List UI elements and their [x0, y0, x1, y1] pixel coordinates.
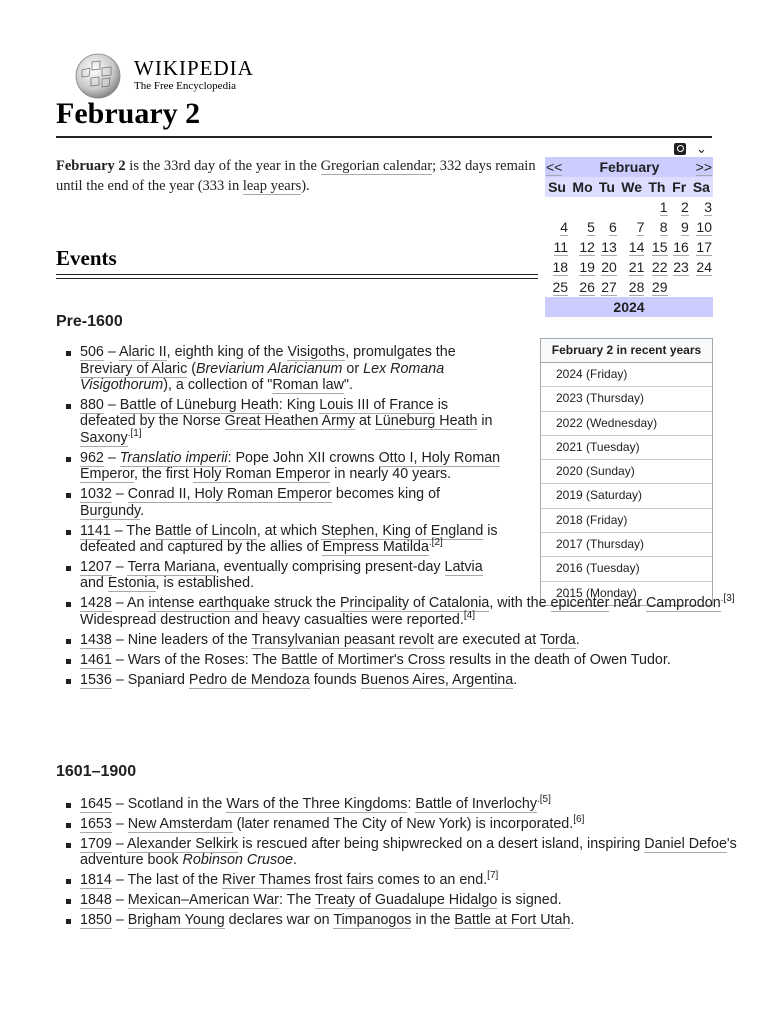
event-text: . — [293, 852, 297, 869]
recent-year-link[interactable]: 2024 (Friday) — [556, 367, 628, 381]
event-link[interactable]: 1645 — [80, 796, 112, 812]
recent-year-link[interactable]: 2015 (Monday) — [556, 585, 637, 600]
event-link[interactable]: Empress Matilda — [322, 539, 429, 556]
calendar-weekday: Su — [545, 177, 569, 197]
event-link[interactable]: 1461 — [80, 651, 112, 668]
event-link[interactable]: Otto I, Holy Roman Emperor — [80, 449, 501, 483]
event-link[interactable]: Wars of the Three Kingdoms — [226, 796, 408, 812]
calendar-cell — [645, 217, 668, 237]
pre1600-heading: Pre-1600 — [56, 313, 123, 330]
event-text: is signed. — [497, 892, 562, 909]
1601-1900-heading: 1601–1900 — [56, 763, 137, 780]
event-link[interactable]: Lüneburg Heath — [374, 413, 478, 430]
event-link[interactable]: Alexander Selkirk — [126, 835, 239, 852]
event-text: . — [575, 631, 580, 648]
event-link[interactable]: Great Heathen Army — [224, 413, 355, 430]
citation-ref[interactable]: [7] — [487, 870, 499, 882]
recent-year-link[interactable]: 2021 (Tuesday) — [556, 439, 640, 454]
event-text: – — [111, 558, 128, 575]
citation-ref[interactable]: .[5] — [537, 794, 551, 806]
event-text: comes to an end. — [373, 872, 488, 889]
event-text: – — [111, 486, 128, 503]
event-link[interactable]: Breviary of Alaric — [80, 360, 188, 377]
calendar-day-link[interactable]: 20 — [601, 259, 617, 275]
calendar-cell — [569, 197, 596, 217]
event-link[interactable]: Daniel Defoe — [644, 835, 727, 852]
calendar-day-link[interactable]: 11 — [553, 239, 569, 255]
event-text: Widespread destruction and heavy casualties were reported. — [80, 611, 464, 628]
event-link[interactable]: Battle of Lüneburg Heath — [119, 396, 279, 413]
event-item — [80, 796, 740, 813]
event-item — [80, 632, 740, 649]
event-link[interactable]: Buenos Aires, Argentina — [360, 671, 514, 688]
calendar-cell — [645, 257, 668, 277]
event-link[interactable]: 1141 — [80, 522, 111, 539]
calendar-cell — [690, 257, 713, 277]
event-text: – An — [111, 595, 149, 612]
calendar-week — [545, 217, 713, 237]
calendar-cell — [618, 217, 646, 237]
citation-ref[interactable]: [6] — [573, 814, 585, 826]
event-link[interactable]: Treaty of Guadalupe Hidalgo — [315, 892, 498, 909]
gregorian-calendar-link[interactable]: Gregorian calendar — [320, 158, 433, 174]
event-text: – The last of the — [111, 872, 223, 889]
event-text: : The — [278, 892, 315, 909]
calendar-weekday: Tu — [596, 177, 618, 197]
calendar-day-link[interactable]: 15 — [651, 239, 668, 255]
calendar-cell — [669, 217, 690, 237]
event-item — [80, 892, 740, 909]
event-link[interactable]: Battle of Mortimer's Cross — [281, 651, 446, 668]
citation-ref[interactable]: [4] — [463, 610, 475, 622]
calendar-cell — [569, 277, 596, 297]
calendar-cell — [596, 237, 618, 257]
event-link[interactable]: Battle of Lincoln — [155, 522, 257, 539]
calendar-cell — [545, 197, 569, 217]
calendar-day-link[interactable]: 8 — [659, 219, 668, 235]
calendar-day-link[interactable]: 21 — [628, 259, 645, 275]
event-text: : — [407, 796, 416, 812]
event-item — [80, 450, 504, 483]
event-text: in nearly 40 years. — [330, 466, 452, 483]
calendar-week — [545, 257, 713, 277]
citation-ref[interactable]: .[1] — [127, 428, 142, 440]
event-text: ( — [187, 360, 196, 377]
event-text: , at which — [256, 522, 322, 539]
italic-text: Breviarium Alaricianum — [196, 360, 343, 377]
event-text: is defeated by the Norse — [80, 396, 449, 430]
event-link[interactable]: Battle at Fort Utah — [454, 911, 571, 928]
calendar-next-link[interactable]: >> — [695, 159, 712, 175]
calendar-day-link[interactable]: 28 — [628, 279, 645, 295]
event-text: – — [111, 892, 128, 909]
event-link[interactable]: 880 — [80, 396, 104, 413]
event-text: – Scotland in the — [111, 796, 227, 812]
event-link[interactable]: 1207 — [80, 558, 112, 575]
calendar-weekday: Th — [645, 177, 668, 197]
calendar-day-link[interactable]: 17 — [696, 239, 712, 255]
intro-paragraph — [56, 156, 538, 196]
event-link[interactable]: 1653 — [80, 815, 112, 832]
wikipedia-wordmark[interactable]: WIKIPEDIA — [134, 56, 254, 80]
event-link[interactable]: Stephen, King of England — [321, 522, 484, 539]
calendar-prev-link[interactable]: << — [546, 159, 563, 175]
event-text: – — [103, 344, 119, 360]
event-text: , eighth king of the — [166, 344, 288, 360]
calendar-cell — [645, 277, 668, 297]
calendar-day-link[interactable]: 19 — [579, 259, 595, 275]
event-link[interactable]: Burgundy — [80, 502, 141, 519]
calendar-cell — [569, 217, 596, 237]
calendar-cell — [618, 257, 646, 277]
event-link[interactable]: Saxony — [80, 429, 128, 446]
calendar-cell — [545, 217, 569, 237]
event-item — [80, 836, 740, 869]
calendar-cell — [645, 237, 668, 257]
calendar-cell — [545, 237, 569, 257]
event-link[interactable]: Roman law — [272, 377, 344, 393]
event-text: , the first — [134, 466, 193, 483]
event-item — [80, 344, 504, 394]
calendar-cell — [545, 277, 569, 297]
event-link[interactable]: Principality of Catalonia — [339, 595, 490, 612]
calendar-cell — [596, 217, 618, 237]
calendar-cell — [669, 237, 690, 257]
calendar-cell — [596, 257, 618, 277]
event-text: ". — [343, 377, 353, 393]
calendar-day-link[interactable]: 1 — [659, 199, 668, 215]
event-link[interactable]: 962 — [80, 449, 104, 466]
calendar-cell — [690, 237, 713, 257]
event-text: , promulgates the — [345, 344, 456, 360]
pre1600-event-list — [58, 344, 740, 691]
calendar-day-link[interactable]: 9 — [680, 219, 689, 235]
event-text: is defeated and captured by the allies of — [80, 522, 498, 556]
calendar-week — [545, 197, 713, 217]
intro-lead: February 2 — [56, 158, 126, 174]
italic-link[interactable]: Translatio imperii — [119, 449, 228, 466]
wikipedia-globe-logo[interactable] — [74, 52, 122, 100]
calendar-cell — [690, 197, 713, 217]
calendar-day-link[interactable]: 23 — [673, 259, 689, 275]
calendar-week — [545, 237, 713, 257]
event-text: is rescued after being shipwrecked on a desert island, inspiring — [238, 835, 645, 852]
intro-text: ; 332 days remain until the end of the year (333 in — [56, 158, 536, 194]
events-divider — [56, 274, 538, 279]
event-text: in the — [411, 911, 455, 928]
event-text: ), a collection of " — [163, 377, 273, 393]
calendar-weekday: We — [618, 177, 646, 197]
calendar-day-link[interactable]: 4 — [560, 219, 569, 235]
event-text: , is established. — [155, 575, 255, 592]
event-link[interactable]: 1428 — [80, 595, 112, 612]
event-text: and — [80, 575, 108, 592]
citation-ref[interactable]: .[2] — [428, 537, 443, 549]
event-text: are executed at — [433, 631, 540, 648]
calendar-cell — [618, 237, 646, 257]
event-text: – — [103, 396, 120, 413]
event-text: . — [140, 502, 145, 519]
calendar-day-link[interactable]: 3 — [704, 199, 712, 215]
event-link[interactable]: New Amsterdam — [127, 815, 233, 832]
calendar-week — [545, 277, 713, 297]
calendar-cell — [596, 277, 618, 297]
event-link[interactable]: 1850 — [80, 911, 112, 928]
calendar-cell — [545, 257, 569, 277]
event-text: : Pope John XII crowns — [227, 449, 379, 466]
calendar-weekday: Sa — [690, 177, 713, 197]
calendar-day-link[interactable]: 26 — [579, 279, 595, 295]
event-link[interactable]: epicenter — [550, 595, 610, 612]
event-link[interactable]: Alaric II — [118, 344, 167, 360]
event-link[interactable]: Holy Roman Emperor — [192, 466, 331, 483]
event-link[interactable]: intense earthquake — [148, 595, 271, 612]
calendar-cell — [690, 217, 713, 237]
event-text: , eventually comprising present-day — [215, 558, 445, 575]
event-text: founds — [309, 671, 361, 688]
calendar-day-link[interactable]: 16 — [673, 239, 689, 255]
event-link[interactable]: Torda — [539, 631, 576, 648]
event-item — [80, 595, 740, 628]
calendar-day-link[interactable]: 22 — [651, 259, 668, 275]
leap-years-link[interactable]: leap years — [242, 178, 302, 194]
calendar-weekday: Mo — [569, 177, 596, 197]
event-link[interactable]: Louis III of France — [319, 396, 434, 413]
event-link[interactable]: Camprodon — [645, 595, 721, 612]
1601-1900-event-list — [58, 796, 740, 932]
calendar-day-link[interactable]: 24 — [696, 259, 712, 275]
recent-year-link[interactable]: 2023 (Thursday) — [556, 391, 645, 406]
event-text: . — [513, 671, 518, 688]
event-item — [80, 397, 504, 447]
citation-ref[interactable]: .[3] — [720, 593, 735, 605]
calendar-cell — [596, 197, 618, 217]
intro-text: is the 33rd day of the year in the — [125, 158, 321, 174]
calendar-day-link[interactable]: 6 — [609, 219, 617, 235]
recent-years-heading: February 2 in recent years — [541, 339, 712, 363]
event-text: : King — [278, 396, 320, 413]
calendar-day-link[interactable]: 25 — [552, 279, 569, 295]
event-text: at — [354, 413, 375, 430]
event-link[interactable]: Mexican–American War — [127, 892, 279, 909]
event-link[interactable]: Latvia — [444, 558, 483, 575]
event-item — [80, 652, 740, 669]
event-link[interactable]: 1536 — [80, 671, 112, 688]
event-link[interactable]: 506 — [80, 344, 104, 360]
calendar-day-link[interactable]: 14 — [628, 239, 645, 255]
italic-text: Lex Romana Visigothorum — [80, 360, 445, 393]
calendar-month-link[interactable]: February — [599, 159, 660, 175]
event-text: – — [111, 815, 128, 832]
event-link[interactable]: Terra Mariana — [127, 558, 216, 575]
event-link[interactable]: Estonia — [107, 575, 156, 592]
calendar-day-link[interactable]: 27 — [601, 279, 617, 295]
event-text: (later renamed The City of New York) is incorporated. — [232, 815, 574, 832]
intro-text: ). — [301, 178, 310, 194]
page-tools — [672, 142, 716, 158]
calendar-year[interactable]: 2024 — [545, 297, 713, 317]
calendar-day-link[interactable]: 29 — [651, 279, 668, 295]
event-item — [80, 872, 740, 889]
event-link[interactable]: 1032 — [80, 486, 112, 503]
event-text: . — [570, 911, 575, 928]
event-text: results in the death of Owen Tudor. — [445, 651, 671, 668]
event-item — [80, 672, 740, 689]
month-calendar — [545, 157, 713, 317]
wikipedia-tagline: The Free Encyclopedia — [134, 80, 237, 92]
event-text: struck the — [270, 595, 340, 612]
event-link[interactable]: Brigham Young — [127, 911, 225, 928]
event-text: near — [609, 595, 646, 612]
calendar-weekday: Fr — [669, 177, 690, 197]
event-text: – Nine leaders of the — [111, 631, 252, 648]
calendar-day-link[interactable]: 10 — [696, 219, 712, 235]
calendar-cell — [669, 257, 690, 277]
recent-year-link[interactable]: 2017 (Thursday) — [556, 537, 645, 552]
recent-year-link[interactable]: 2019 (Saturday) — [556, 488, 643, 503]
event-link[interactable]: 1709 — [80, 835, 112, 852]
event-text: – The — [110, 522, 155, 539]
event-link[interactable]: Conrad II, Holy Roman Emperor — [127, 486, 332, 503]
event-text: , with the — [489, 595, 551, 612]
page-title: February 2 — [56, 97, 201, 130]
event-link[interactable]: Battle of Inverlochy — [415, 796, 537, 812]
event-text: – — [103, 449, 120, 466]
events-heading: Events — [56, 246, 117, 270]
event-link[interactable]: River Thames frost fairs — [222, 872, 374, 889]
recent-year-link[interactable]: 2016 (Tuesday) — [556, 561, 640, 576]
event-link[interactable]: Pedro de Mendoza — [188, 671, 310, 688]
recent-year-link[interactable]: 2018 (Friday) — [556, 512, 628, 527]
event-text: in — [477, 413, 493, 430]
calendar-cell — [618, 277, 646, 297]
event-item — [80, 523, 504, 556]
event-item — [80, 559, 504, 592]
event-text: declares war on — [224, 911, 334, 928]
calendar-cell — [618, 197, 646, 217]
event-text: or — [342, 360, 364, 377]
title-divider — [56, 136, 712, 138]
recent-year-link[interactable]: 2022 (Wednesday) — [556, 415, 658, 430]
event-link[interactable]: 1814 — [80, 872, 112, 889]
event-link[interactable]: Visigoths — [287, 344, 346, 360]
event-text: – — [111, 911, 128, 928]
calendar-day-link[interactable]: 5 — [587, 219, 595, 235]
event-item — [80, 912, 740, 929]
calendar-day-link[interactable]: 13 — [601, 239, 617, 255]
calendar-cell — [645, 197, 668, 217]
calendar-day-link[interactable]: 2 — [680, 199, 689, 215]
calendar-day-link[interactable]: 18 — [552, 259, 569, 275]
calendar-cell — [569, 257, 596, 277]
event-text: – — [111, 835, 127, 852]
calendar-cell — [690, 277, 713, 297]
event-text: – Spaniard — [111, 671, 189, 688]
recent-year-link[interactable]: 2020 (Sunday) — [556, 464, 635, 479]
event-link[interactable]: Timpanogos — [333, 911, 412, 928]
calendar-cell — [669, 197, 690, 217]
italic-text: Robinson Crusoe — [182, 852, 294, 869]
calendar-cell — [569, 237, 596, 257]
event-text: becomes king of — [331, 486, 441, 503]
event-item — [80, 486, 504, 519]
calendar-cell — [669, 277, 690, 297]
event-item — [80, 816, 740, 833]
event-link[interactable]: Transylvanian peasant revolt — [251, 631, 434, 648]
calendar-day-link[interactable]: 7 — [636, 219, 645, 235]
chevron-down-icon[interactable]: ⌄ — [696, 141, 707, 156]
event-text: – Wars of the Roses: The — [111, 651, 282, 668]
search-icon[interactable] — [674, 143, 686, 155]
event-link[interactable]: 1848 — [80, 892, 112, 909]
event-link[interactable]: 1438 — [80, 631, 112, 648]
event-text: 's adventure book — [80, 835, 737, 869]
calendar-day-link[interactable]: 12 — [579, 239, 595, 255]
